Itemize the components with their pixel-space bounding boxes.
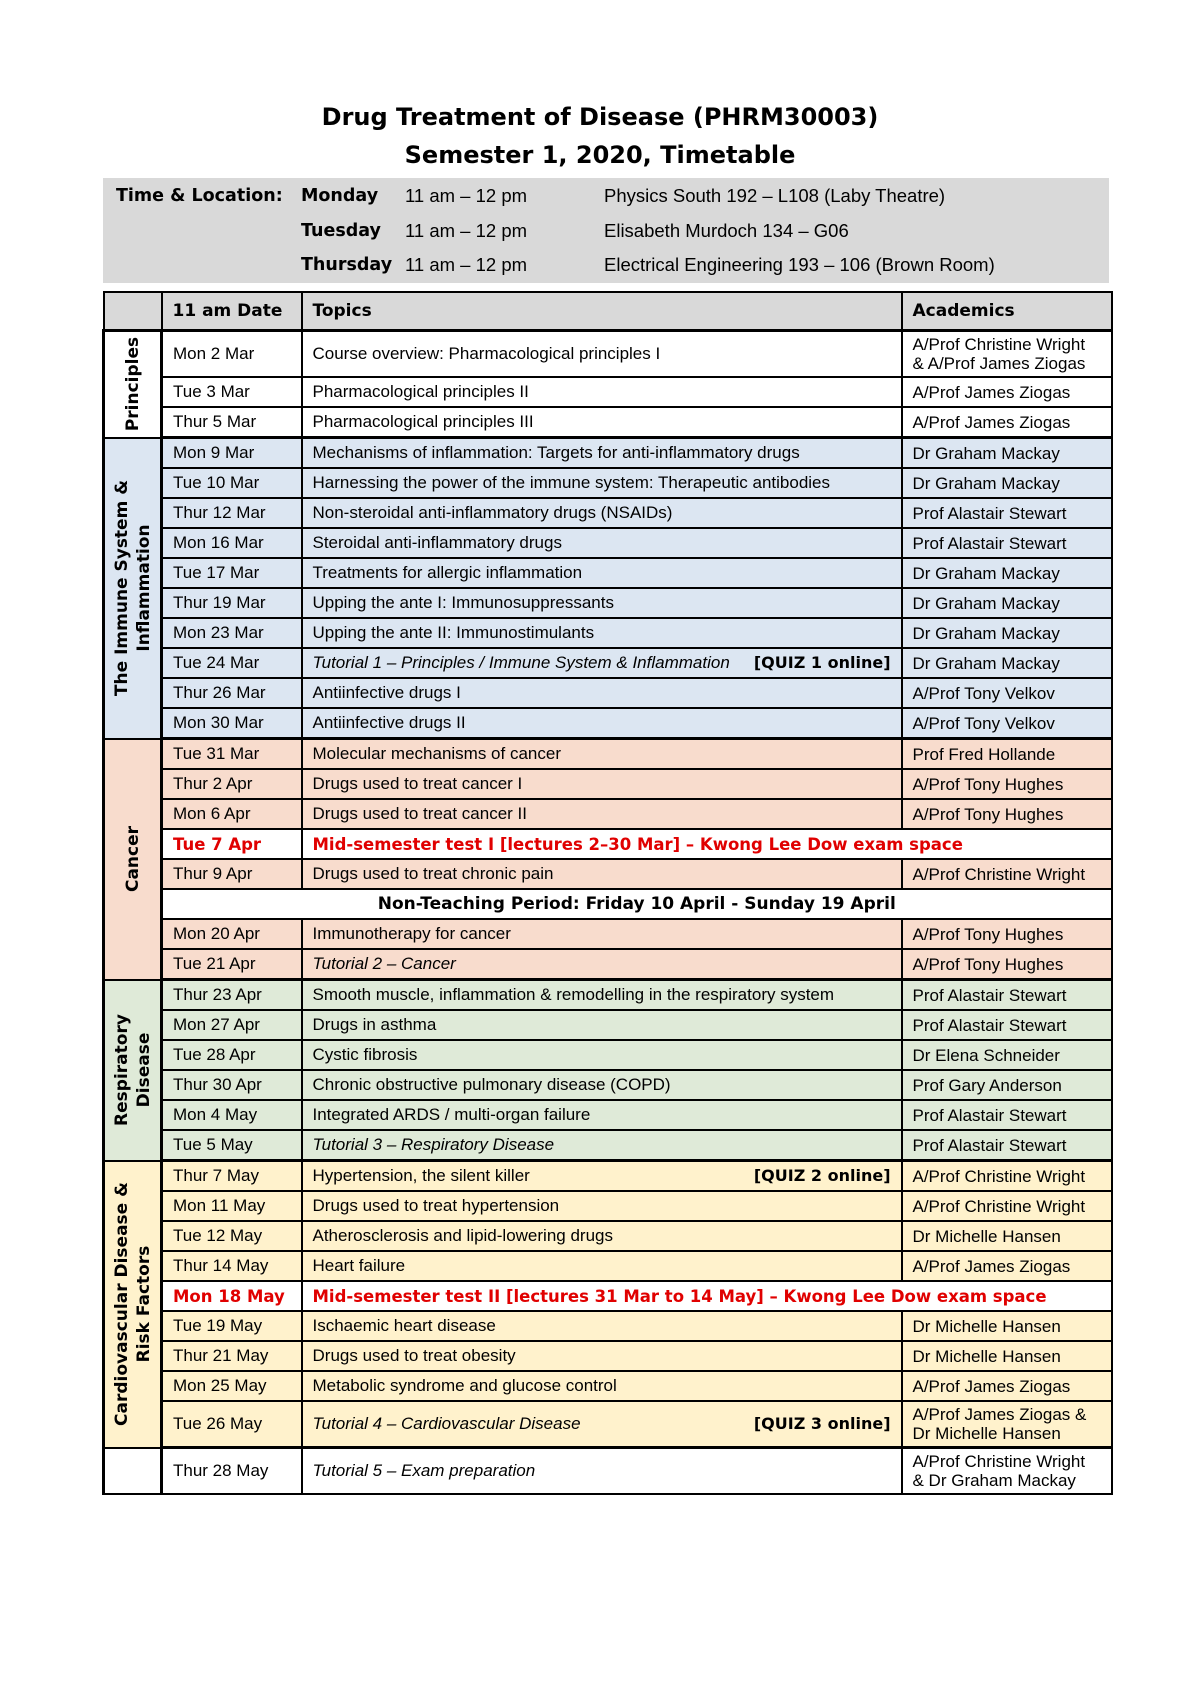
academic-cell: Dr Graham Mackay — [902, 468, 1112, 498]
exam-topic-cell: Mid-semester test I [lectures 2–30 Mar] – Kwong Lee Dow exam space — [302, 829, 1112, 859]
academic-cell: Dr Graham Mackay — [902, 648, 1112, 678]
academic-cell: Prof Alastair Stewart — [902, 1010, 1112, 1040]
topic-cell: Drugs in asthma — [302, 1010, 902, 1040]
topic-cell: Immunotherapy for cancer — [302, 919, 902, 949]
table-row — [104, 407, 1112, 438]
info-location: Physics South 192 – L108 (Laby Theatre) — [604, 185, 946, 206]
header-date: 11 am Date — [162, 292, 302, 331]
section-empty — [104, 1448, 162, 1495]
exam-row — [104, 1281, 1112, 1311]
topic-cell: Drugs used to treat obesity — [302, 1341, 902, 1371]
date-cell: Tue 26 May — [162, 1401, 302, 1448]
quiz-badge: [QUIZ 3 online] — [753, 1414, 891, 1433]
date-cell: Tue 5 May — [162, 1130, 302, 1161]
topic-cell: Pharmacological principles II — [302, 377, 902, 407]
section-respiratory — [104, 980, 162, 1161]
info-day: Thursday — [301, 255, 393, 275]
tutorial-title: Tutorial 5 – Exam preparation — [312, 1461, 536, 1480]
section-label: Principles — [122, 337, 143, 432]
table-row — [104, 618, 1112, 648]
academic-cell: Prof Alastair Stewart — [902, 980, 1112, 1011]
date-cell: Thur 14 May — [162, 1251, 302, 1281]
date-cell: Thur 23 Apr — [162, 980, 302, 1011]
academic-cell: Prof Alastair Stewart — [902, 498, 1112, 528]
date-cell: Mon 4 May — [162, 1100, 302, 1130]
tutorial-title: Tutorial 2 – Cancer — [312, 954, 456, 973]
date-cell: Mon 16 Mar — [162, 528, 302, 558]
academic-cell: Prof Gary Anderson — [902, 1070, 1112, 1100]
topic-cell: Atherosclerosis and lipid-lowering drugs — [302, 1221, 902, 1251]
topic-cell: Drugs used to treat cancer I — [302, 769, 902, 799]
topic-cell: Metabolic syndrome and glucose control — [302, 1371, 902, 1401]
table-row — [104, 1100, 1112, 1130]
topic-cell: Upping the ante I: Immunosuppressants — [302, 588, 902, 618]
exam-row — [104, 829, 1112, 859]
date-cell: Tue 24 Mar — [162, 648, 302, 678]
table-row — [104, 919, 1112, 949]
topic-cell: Antiinfective drugs I — [302, 678, 902, 708]
topic-cell — [302, 648, 902, 678]
section-principles — [104, 331, 162, 438]
date-cell: Thur 12 Mar — [162, 498, 302, 528]
date-cell: Mon 2 Mar — [162, 331, 302, 378]
non-teaching-cell: Non-Teaching Period: Friday 10 April - Sunday 19 April — [162, 889, 1112, 919]
page-title: Drug Treatment of Disease (PHRM30003) — [321, 103, 879, 131]
topic-cell: Treatments for allergic inflammation — [302, 558, 902, 588]
table-row — [104, 1221, 1112, 1251]
table-row — [104, 1371, 1112, 1401]
table-row — [104, 528, 1112, 558]
table-row — [104, 1130, 1112, 1161]
date-cell: Mon 27 Apr — [162, 1010, 302, 1040]
info-location: Electrical Engineering 193 – 106 (Brown Room) — [604, 254, 995, 275]
date-cell: Tue 7 Apr — [162, 829, 302, 859]
date-cell: Tue 31 Mar — [162, 739, 302, 770]
table-row — [104, 438, 1112, 469]
academic-cell: A/Prof Tony Velkov — [902, 678, 1112, 708]
academic-cell: A/Prof Christine Wright — [902, 1191, 1112, 1221]
academic-cell: A/Prof Christine Wright — [902, 859, 1112, 889]
table-row — [104, 588, 1112, 618]
academic-cell: A/Prof Tony Velkov — [902, 708, 1112, 739]
academic-cell: A/Prof Tony Hughes — [902, 799, 1112, 829]
academic-cell: Prof Alastair Stewart — [902, 1130, 1112, 1161]
table-row — [104, 1251, 1112, 1281]
table-row — [104, 377, 1112, 407]
academic-cell: A/Prof James Ziogas & Dr Michelle Hansen — [902, 1401, 1112, 1448]
topic-cell: Cystic fibrosis — [302, 1040, 902, 1070]
date-cell: Tue 28 Apr — [162, 1040, 302, 1070]
timetable — [102, 291, 1113, 1495]
exam-topic-cell: Mid-semester test II [lectures 31 Mar to 14 May] – Kwong Lee Dow exam space — [302, 1281, 1112, 1311]
academic-cell: Prof Fred Hollande — [902, 739, 1112, 770]
section-label: Respiratory Disease — [111, 1014, 154, 1126]
table-row — [104, 799, 1112, 829]
table-row — [104, 769, 1112, 799]
date-cell: Mon 9 Mar — [162, 438, 302, 469]
table-row — [104, 708, 1112, 739]
academic-cell: Prof Alastair Stewart — [902, 1100, 1112, 1130]
topic-cell: Pharmacological principles III — [302, 407, 902, 438]
section-cancer — [104, 739, 162, 980]
date-cell: Mon 23 Mar — [162, 618, 302, 648]
academic-cell: A/Prof James Ziogas — [902, 1371, 1112, 1401]
date-cell: Tue 12 May — [162, 1221, 302, 1251]
table-row — [104, 331, 1112, 378]
topic-cell — [302, 1401, 902, 1448]
topic-cell: Drugs used to treat chronic pain — [302, 859, 902, 889]
date-cell: Thur 21 May — [162, 1341, 302, 1371]
academic-cell: A/Prof Tony Hughes — [902, 769, 1112, 799]
topic-cell: Molecular mechanisms of cancer — [302, 739, 902, 770]
date-cell: Thur 2 Apr — [162, 769, 302, 799]
header-topics: Topics — [302, 292, 902, 331]
academic-cell: Dr Graham Mackay — [902, 558, 1112, 588]
academic-cell: Dr Graham Mackay — [902, 438, 1112, 469]
date-cell: Mon 11 May — [162, 1191, 302, 1221]
table-row — [104, 1448, 1112, 1495]
table-row — [104, 1341, 1112, 1371]
tutorial-title: Tutorial 1 – Principles / Immune System & Inflammation — [312, 653, 730, 672]
info-time: 11 am – 12 pm — [405, 254, 528, 275]
date-cell: Thur 7 May — [162, 1161, 302, 1192]
time-location-label: Time & Location: — [116, 186, 283, 206]
tutorial-title: Tutorial 3 – Respiratory Disease — [312, 1135, 555, 1154]
page-subtitle: Semester 1, 2020, Timetable — [404, 141, 796, 169]
date-cell: Thur 26 Mar — [162, 678, 302, 708]
section-label: The Immune System & Inflammation — [111, 479, 154, 697]
topic-cell: Smooth muscle, inflammation & remodelling in the respiratory system — [302, 980, 902, 1011]
table-row — [104, 980, 1112, 1011]
date-cell: Tue 17 Mar — [162, 558, 302, 588]
date-cell: Tue 10 Mar — [162, 468, 302, 498]
date-cell: Mon 6 Apr — [162, 799, 302, 829]
info-day: Tuesday — [301, 221, 381, 241]
date-cell: Thur 19 Mar — [162, 588, 302, 618]
table-row — [104, 1010, 1112, 1040]
academic-cell: Dr Michelle Hansen — [902, 1221, 1112, 1251]
topic-cell — [302, 1161, 902, 1192]
topic-cell: Drugs used to treat hypertension — [302, 1191, 902, 1221]
table-row — [104, 1161, 1112, 1192]
academic-cell: A/Prof Christine Wright — [902, 1161, 1112, 1192]
topic-cell — [302, 949, 902, 980]
header-section — [104, 292, 162, 331]
academic-cell: Dr Michelle Hansen — [902, 1341, 1112, 1371]
date-cell: Mon 30 Mar — [162, 708, 302, 739]
topic-cell: Harnessing the power of the immune system: Therapeutic antibodies — [302, 468, 902, 498]
academic-cell: Dr Elena Schneider — [902, 1040, 1112, 1070]
table-row — [104, 678, 1112, 708]
topic-text: Hypertension, the silent killer — [312, 1166, 530, 1185]
table-row — [104, 739, 1112, 770]
section-cardio — [104, 1161, 162, 1448]
academic-cell: A/Prof Christine Wright & A/Prof James Ziogas — [902, 331, 1112, 378]
table-row — [104, 1040, 1112, 1070]
academic-cell: Dr Michelle Hansen — [902, 1311, 1112, 1341]
time-location-box — [103, 178, 1109, 283]
table-row — [104, 1401, 1112, 1448]
table-row — [104, 1311, 1112, 1341]
date-cell: Thur 9 Apr — [162, 859, 302, 889]
topic-cell: Upping the ante II: Immunostimulants — [302, 618, 902, 648]
topic-cell: Chronic obstructive pulmonary disease (COPD) — [302, 1070, 902, 1100]
topic-cell: Non-steroidal anti-inflammatory drugs (NSAIDs) — [302, 498, 902, 528]
academic-cell: A/Prof James Ziogas — [902, 1251, 1112, 1281]
table-row — [104, 1070, 1112, 1100]
date-cell: Tue 19 May — [162, 1311, 302, 1341]
academic-cell: A/Prof Tony Hughes — [902, 949, 1112, 980]
table-row — [104, 1191, 1112, 1221]
date-cell: Tue 3 Mar — [162, 377, 302, 407]
topic-cell: Heart failure — [302, 1251, 902, 1281]
topic-cell: Mechanisms of inflammation: Targets for anti-inflammatory drugs — [302, 438, 902, 469]
academic-cell: Dr Graham Mackay — [902, 588, 1112, 618]
section-immune — [104, 438, 162, 739]
topic-cell — [302, 1448, 902, 1495]
table-row — [104, 468, 1112, 498]
date-cell: Thur 28 May — [162, 1448, 302, 1495]
table-row — [104, 859, 1112, 889]
topic-cell: Antiinfective drugs II — [302, 708, 902, 739]
date-cell: Mon 18 May — [162, 1281, 302, 1311]
section-label: Cardiovascular Disease & Risk Factors — [111, 1182, 154, 1426]
academic-cell: A/Prof Tony Hughes — [902, 919, 1112, 949]
table-row — [104, 949, 1112, 980]
topic-cell: Steroidal anti-inflammatory drugs — [302, 528, 902, 558]
info-time: 11 am – 12 pm — [405, 185, 528, 206]
academic-cell: A/Prof James Ziogas — [902, 407, 1112, 438]
academic-cell: A/Prof James Ziogas — [902, 377, 1112, 407]
academic-cell: Prof Alastair Stewart — [902, 528, 1112, 558]
topic-cell — [302, 1130, 902, 1161]
table-header-row — [104, 292, 1112, 331]
table-row — [104, 558, 1112, 588]
info-location: Elisabeth Murdoch 134 – G06 — [604, 220, 849, 241]
table-row — [104, 648, 1112, 678]
table-row — [104, 498, 1112, 528]
topic-cell: Course overview: Pharmacological principles I — [302, 331, 902, 378]
date-cell: Mon 25 May — [162, 1371, 302, 1401]
topic-cell: Ischaemic heart disease — [302, 1311, 902, 1341]
quiz-badge: [QUIZ 1 online] — [753, 653, 891, 672]
academic-cell: Dr Graham Mackay — [902, 618, 1112, 648]
info-day: Monday — [301, 186, 379, 206]
info-time: 11 am – 12 pm — [405, 220, 528, 241]
academic-cell: A/Prof Christine Wright & Dr Graham Mackay — [902, 1448, 1112, 1495]
topic-cell: Drugs used to treat cancer II — [302, 799, 902, 829]
non-teaching-row — [104, 889, 1112, 919]
quiz-badge: [QUIZ 2 online] — [753, 1166, 891, 1185]
header-academics: Academics — [902, 292, 1112, 331]
date-cell: Mon 20 Apr — [162, 919, 302, 949]
tutorial-title: Tutorial 4 – Cardiovascular Disease — [312, 1414, 581, 1433]
section-label: Cancer — [122, 825, 143, 893]
date-cell: Tue 21 Apr — [162, 949, 302, 980]
date-cell: Thur 30 Apr — [162, 1070, 302, 1100]
topic-cell: Integrated ARDS / multi-organ failure — [302, 1100, 902, 1130]
date-cell: Thur 5 Mar — [162, 407, 302, 438]
